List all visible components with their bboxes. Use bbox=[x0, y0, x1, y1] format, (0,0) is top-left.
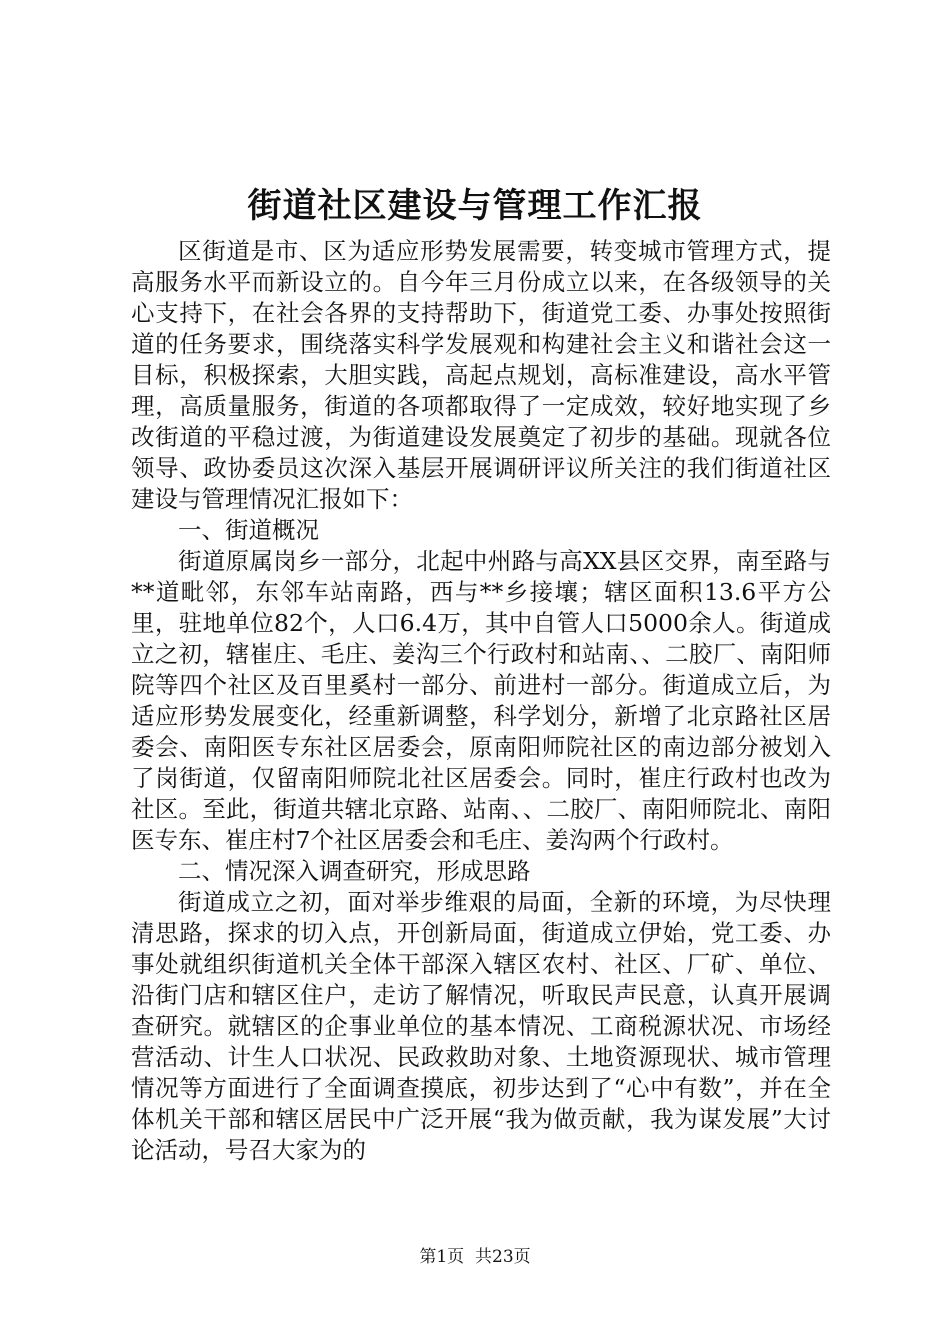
paragraph-overview: 街道原属岗乡一部分，北起中州路与高XX县区交界，南至路与**道毗邻，东邻车站南路，西与**乡接壤；辖区面积13.6平方公里，驻地单位82个，人口6.4万，其中自管人口5000余人。街道成立之初，辖崔庄、毛庄、姜沟三个行政村和站南、、二胶厂、南阳师院等四个社区及百里奚村一部分、前进村一部分。街道成立后，为适应形势发展变化，经重新调整，科学划分，新增了北京路社区居委会、南阳医专东社区居委会，原南阳师院社区的南边部分被划入了岗街道，仅留南阳师院北社区居委会。同时，崔庄行政村也改为社区。至此，街道共辖北京路、站南、、二胶厂、南阳师院北、南阳医专东、崔庄村7个社区居委会和毛庄、姜沟两个行政村。 bbox=[131, 547, 831, 854]
page-footer bbox=[0, 1246, 950, 1268]
section-heading-overview: 一、街道概况 bbox=[178, 516, 319, 544]
document-title: 街道社区建设与管理工作汇报 bbox=[247, 186, 703, 226]
page-total: 共23页 bbox=[475, 1247, 531, 1267]
paragraph-research: 街道成立之初，面对举步维艰的局面，全新的环境，为尽快理清思路，探求的切入点，开创新局面，街道成立伊始，党工委、办事处就组织街道机关全体干部深入辖区农村、社区、厂矿、单位、沿街门店和辖区住户，走访了解情况，听取民声民意，认真开展调查研究。就辖区的企事业单位的基本情况、工商税源状况、市场经营活动、计生人口状况、民政救助对象、土地资源现状、城市管理情况等方面进行了全面调查摸底，初步达到了“心中有数”，并在全体机关干部和辖区居民中广泛开展“我为做贡献，我为谋发展”大讨论活动，号召大家为的 bbox=[131, 888, 831, 1164]
paragraph-intro: 区街道是市、区为适应形势发展需要，转变城市管理方式，提高服务水平而新设立的。自今年三月份成立以来，在各级领导的关心支持下，在社会各界的支持帮助下，街道党工委、办事处按照街道的任务要求，围绕落实科学发展观和构建社会主义和谐社会这一目标，积极探索，大胆实践，高起点规划，高标准建设，高水平管理，高质量服务，街道的各项都取得了一定成效，较好地实现了乡改街道的平稳过渡，为街道建设发展奠定了初步的基础。现就各位领导、政协委员这次深入基层开展调研评议所关注的我们街道社区建设与管理情况汇报如下： bbox=[131, 237, 831, 513]
page-number: 第1页 bbox=[419, 1247, 465, 1267]
document-body bbox=[131, 236, 831, 1166]
section-heading-research: 二、情况深入调查研究，形成思路 bbox=[178, 857, 531, 885]
